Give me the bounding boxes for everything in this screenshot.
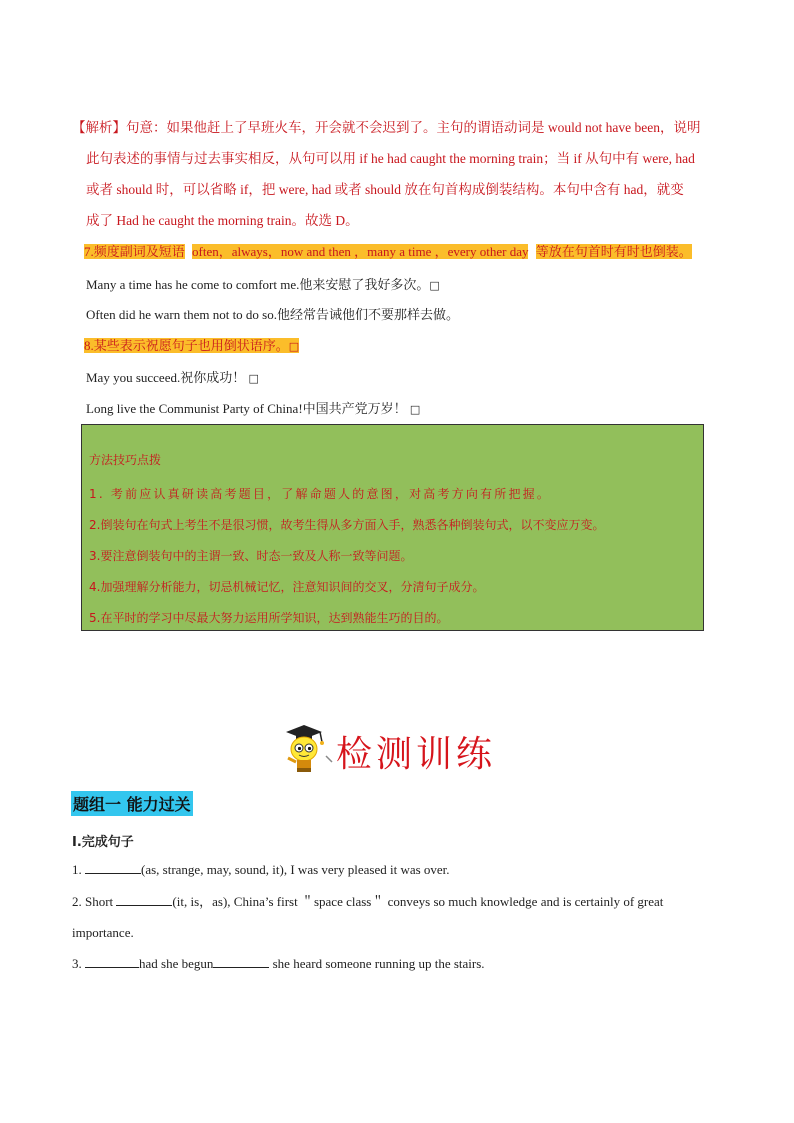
tips-item: 4.加强理解分析能力，切忌机械记忆，注意知识间的交叉，分清句子成分。 xyxy=(89,580,485,594)
example-text: Many a time has he come to comfort me.他来安慰了我好多次。 xyxy=(86,277,430,292)
analysis-paragraph xyxy=(72,112,724,236)
sub-title: I.完成句子 xyxy=(72,835,134,850)
example-line xyxy=(86,368,259,389)
rule-8 xyxy=(84,336,299,357)
example-text: May you succeed.祝你成功！ xyxy=(86,370,246,385)
analysis-line: 成了 Had he caught the morning train。故选 D。 xyxy=(86,213,359,228)
question-2-continued: importance. xyxy=(72,925,134,940)
tips-title: 方法技巧点拨 xyxy=(89,453,162,467)
missing-glyph-icon: □ xyxy=(248,372,259,385)
section-heading-text: 检测训练 xyxy=(336,734,497,775)
tips-item: 3.要注意倒装句中的主谓一致、时态一致及人称一致等问题。 xyxy=(89,549,413,563)
answer-blank[interactable] xyxy=(213,954,269,968)
rule-7-tail: 等放在句首时有时也倒装。 xyxy=(535,244,692,259)
rule-8-label: 8.某些表示祝愿句子也用倒状语序。□ xyxy=(84,338,300,353)
example-line xyxy=(86,399,420,420)
scholar-bulb-icon xyxy=(282,722,334,776)
section-heading xyxy=(282,722,522,778)
example-text: Often did he warn them not to do so.他经常告诫他们不要那样去做。 xyxy=(86,307,459,322)
question-1: 1. (as, strange, may, sound, it), I was very pleased it was over. xyxy=(72,862,450,877)
rule-7-label: 7.频度副词及短语 xyxy=(84,244,185,259)
analysis-line: 此句表述的事情与过去事实相反，从句可以用 if he had caught the morning train；当 if 从句中有 were, had xyxy=(86,151,695,166)
analysis-line: 或者 should 时，可以省略 if，把 were, had 或者 should 放在句首构成倒装结构。本句中含有 had，就变 xyxy=(86,182,684,197)
tips-item: 1. 考前应认真研读高考题目，了解命题人的意图，对高考方向有所把握。 xyxy=(89,487,552,501)
example-text: Long live the Communist Party of China!中国共产党万岁！ xyxy=(86,401,407,416)
question-3: 3. had she begun she heard someone running up the stairs. xyxy=(72,956,485,971)
answer-blank[interactable] xyxy=(85,954,139,968)
rule-7 xyxy=(84,242,692,262)
example-line xyxy=(86,305,459,325)
example-line xyxy=(86,275,440,296)
answer-blank[interactable] xyxy=(116,892,172,906)
answer-blank[interactable] xyxy=(85,860,141,874)
group-title: 题组一 能力过关 xyxy=(71,791,193,816)
missing-glyph-icon: □ xyxy=(409,403,421,416)
question-2: 2. Short (it, is，as), China’s first ＂space class＂ conveys so much knowledge and is certainly of great xyxy=(72,894,664,909)
analysis-line: 【解析】句意：如果他赶上了早班火车，开会就不会迟到了。主句的谓语动词是 would not have been，说明 xyxy=(72,120,701,135)
tips-item: 5.在平时的学习中尽最大努力运用所学知识，达到熟能生巧的目的。 xyxy=(89,611,449,625)
method-tips-box xyxy=(81,424,704,631)
missing-glyph-icon: □ xyxy=(429,279,440,292)
tips-item: 2.倒装句在句式上考生不是很习惯，故考生得从多方面入手，熟悉各种倒装句式，以不变应万变。 xyxy=(89,518,605,532)
rule-7-words: often，always，now and then ，many a time ，every other day xyxy=(192,244,529,259)
